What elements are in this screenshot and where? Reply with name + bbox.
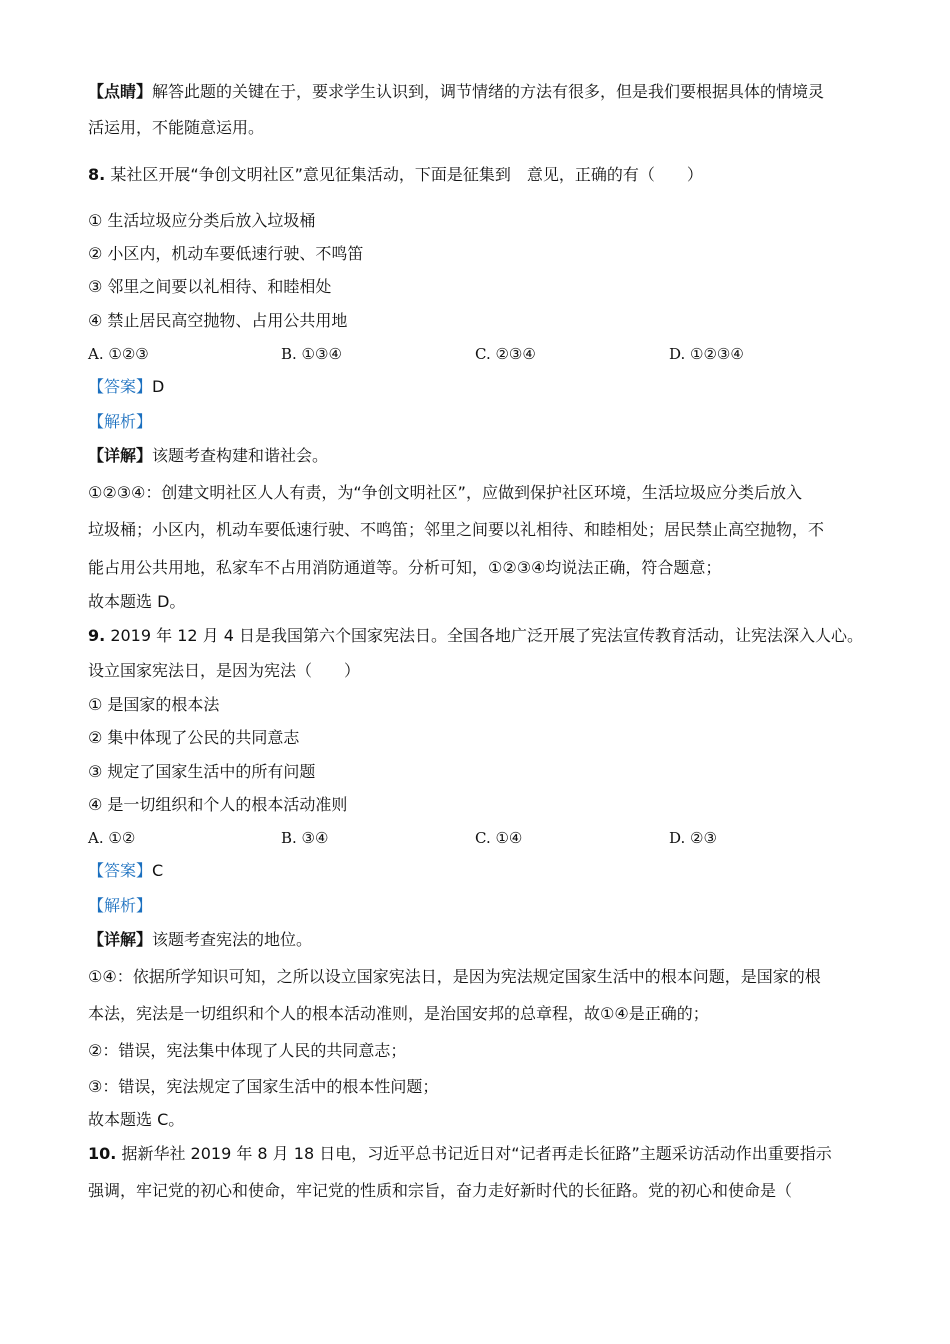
q8-item-4: ④ 禁止居民高空抛物、占用公共用地 (88, 311, 348, 330)
q9-answer-value: C (152, 861, 164, 880)
q8-para-line-2: 垃圾桶；小区内，机动车要低速行驶、不鸣笛；邻里之间要以礼相待、和睦相处；居民禁止高空抛物，不 (88, 520, 825, 539)
q9-para-line-1: ①④：依据所学知识可知，之所以设立国家宪法日，是因为宪法规定国家生活中的根本问题，是国家的根 (88, 967, 821, 986)
q9-option-b: B. ③④ (281, 829, 329, 847)
q9-item-2: ② 集中体现了公民的共同意志 (88, 728, 300, 747)
q9-answer (88, 861, 163, 881)
q8-item-3: ③ 邻里之间要以礼相待、和睦相处 (88, 277, 332, 296)
q9-item-1: ① 是国家的根本法 (88, 695, 220, 714)
q8-detail-text: 该题考查构建和谐社会。 (152, 446, 329, 465)
q9-item-3: ③ 规定了国家生活中的所有问题 (88, 762, 316, 781)
q8-item-2: ② 小区内，机动车要低速行驶、不鸣笛 (88, 244, 364, 263)
q8-option-a: A. ①②③ (88, 345, 149, 363)
q8-para-line-1: ①②③④：创建文明社区人人有责，为“争创文明社区”，应做到保护社区环境，生活垃圾应分类后放入 (88, 483, 802, 502)
q9-analysis-tag: 【解析】 (88, 896, 153, 915)
dianjing-line-2: 活运用，不能随意运用。 (88, 118, 265, 137)
q8-item-1: ① 生活垃圾应分类后放入垃圾桶 (88, 211, 316, 230)
q9-para-line-3: ②：错误，宪法集中体现了人民的共同意志； (88, 1041, 407, 1060)
q9-stem-text-1: 2019 年 12 月 4 日是我国第六个国家宪法日。全国各地广泛开展了宪法宣传教育活动，让宪法深入人心。 (110, 626, 864, 645)
q8-para-line-3: 能占用公共用地，私家车不占用消防通道等。分析可知，①②③④均说法正确，符合题意； (88, 558, 722, 577)
dianjing-line-1 (88, 82, 824, 102)
q8-detail-tag: 【详解】 (88, 446, 153, 465)
q9-number: 9. (88, 626, 106, 645)
q8-detail (88, 446, 328, 466)
q8-stem (88, 165, 703, 185)
q9-option-a: A. ①② (88, 829, 136, 847)
q9-para-line-2: 本法，宪法是一切组织和个人的根本活动准则，是治国安邦的总章程，故①④是正确的； (88, 1004, 709, 1023)
q9-answer-tag: 【答案】 (88, 861, 153, 880)
q9-conclusion: 故本题选 C。 (88, 1110, 185, 1129)
q8-answer-tag: 【答案】 (88, 377, 153, 396)
q9-detail (88, 930, 312, 950)
q9-stem-line-1 (88, 626, 863, 646)
q9-detail-text: 该题考查宪法的地位。 (152, 930, 313, 949)
q9-option-d: D. ②③ (669, 829, 717, 847)
q9-stem-line-2: 设立国家宪法日，是因为宪法（ ） (88, 661, 361, 680)
dianjing-text-1: 解答此题的关键在于，要求学生认识到，调节情绪的方法有很多，但是我们要根据具体的情境灵 (152, 82, 825, 101)
q9-option-c: C. ①④ (475, 829, 523, 847)
q8-number: 8. (88, 165, 106, 184)
q10-stem-line-2: 强调，牢记党的初心和使命，牢记党的性质和宗旨，奋力走好新时代的长征路。党的初心和使命是（ (88, 1181, 793, 1200)
q8-option-d: D. ①②③④ (669, 345, 744, 363)
q10-stem-text-1: 据新华社 2019 年 8 月 18 日电，习近平总书记近日对“记者再走长征路”主题采访活动作出重要指示 (121, 1144, 832, 1163)
q9-para-line-4: ③：错误，宪法规定了国家生活中的根本性问题； (88, 1077, 439, 1096)
dianjing-tag: 【点睛】 (88, 82, 153, 101)
q10-stem-line-1 (88, 1144, 832, 1164)
q8-stem-text: 某社区开展“争创文明社区”意见征集活动，下面是征集到 意见，正确的有（ ） (110, 165, 703, 184)
q8-option-b: B. ①③④ (281, 345, 342, 363)
q9-detail-tag: 【详解】 (88, 930, 153, 949)
q8-conclusion: 故本题选 D。 (88, 592, 186, 611)
q8-answer-value: D (152, 377, 165, 396)
q8-answer (88, 377, 164, 397)
q9-item-4: ④ 是一切组织和个人的根本活动准则 (88, 795, 348, 814)
q10-number: 10. (88, 1144, 117, 1163)
q8-analysis-tag: 【解析】 (88, 412, 153, 431)
q8-option-c: C. ②③④ (475, 345, 536, 363)
